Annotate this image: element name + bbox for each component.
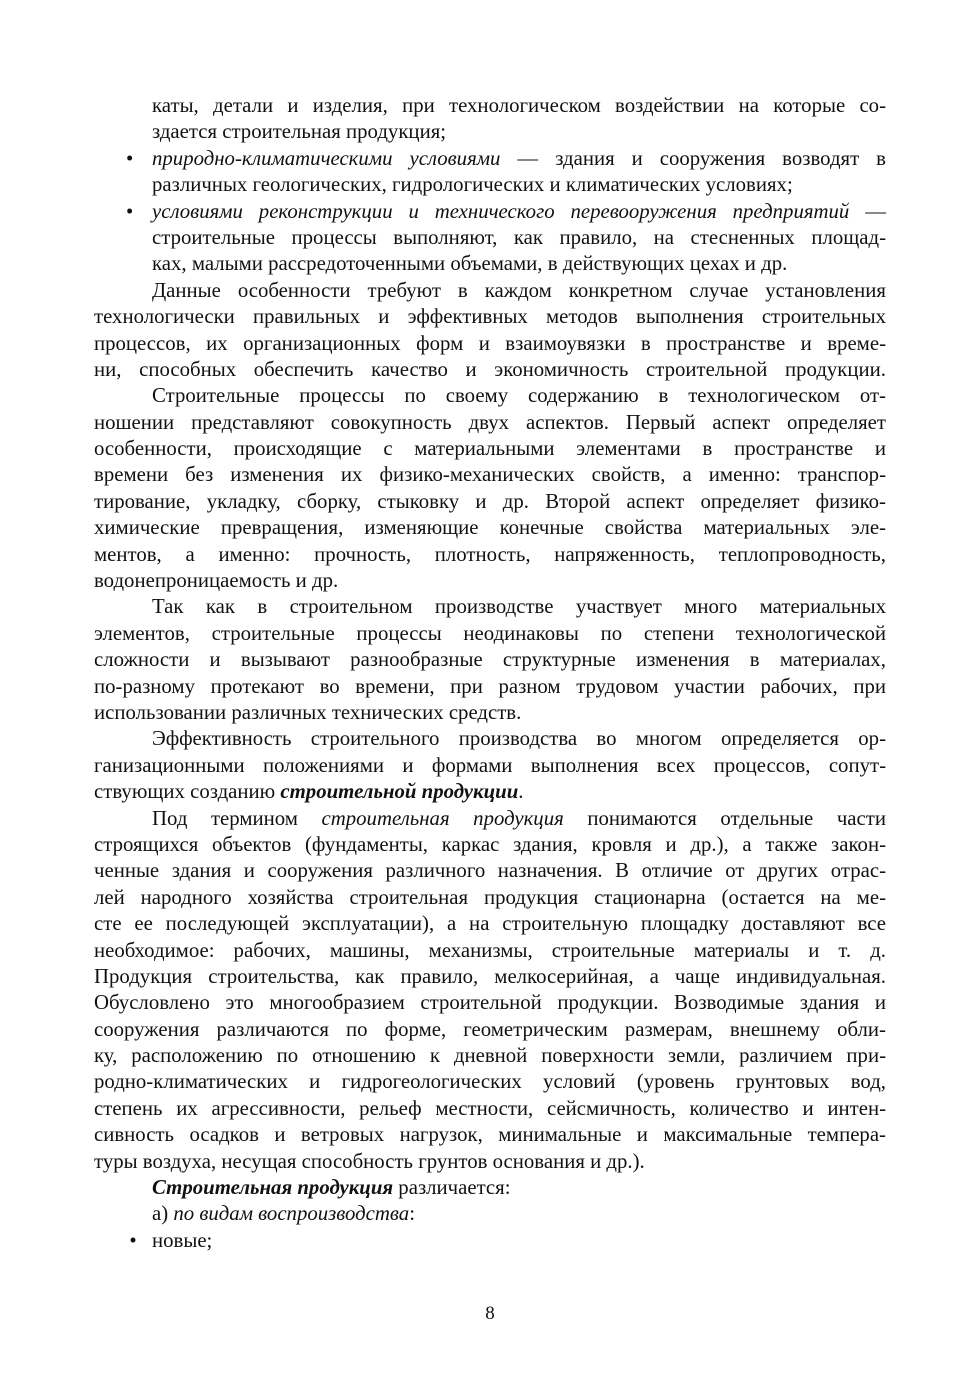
paragraph-text: ствующих созданию xyxy=(94,780,281,804)
paragraph-line: туры воздуха, несущая способность грунтов основания и др.). xyxy=(94,1149,645,1173)
paragraph-line: Так как в строительном производстве участвует много материальных xyxy=(152,595,886,619)
paragraph-line: сивность осадков и ветровых нагрузок, минимальные и максимальные темпера- xyxy=(94,1123,886,1147)
paragraph-line: ченные здания и сооружения различного назначения. В отличие от других отрас- xyxy=(94,859,886,883)
paragraph-line: родно-климатических и гидрогеологических условий (уровень грунтовых вод, xyxy=(94,1070,886,1094)
paragraph-line: процессов, их организационных форм и взаимоувязки в пространстве и време- xyxy=(94,331,886,355)
paragraph-line: ку, расположению по отношению к дневной поверхности земли, различием при- xyxy=(94,1044,886,1068)
list-item-term: условиями реконструкции и технического перевооружения предприятий xyxy=(152,199,850,223)
paragraph-line: использовании различных технических средств. xyxy=(94,700,522,724)
page-body xyxy=(94,93,886,1254)
list-item-reconstruction xyxy=(94,199,886,225)
list-item-text: новые; xyxy=(152,1228,213,1252)
paragraph-line: строящихся объектов (фундаменты, каркас здания, кровля и др.), а также закон- xyxy=(94,832,886,856)
paragraph-line: времени без изменения их физико-механических свойств, а именно: транспор- xyxy=(94,463,886,487)
list-item-text: различных геологических, гидрологических и климатических условиях; xyxy=(152,173,793,197)
paragraph-line: Эффективность строительного производства во многом определяется ор- xyxy=(152,727,886,751)
paragraph-line: Обусловлено это многообразием строительной продукции. Возводимые здания и xyxy=(94,991,886,1015)
list-item-text: строительные процессы выполняют, как правило, на стесненных площад- xyxy=(152,225,886,249)
paragraph-line: Данные особенности требуют в каждом конкретном случае установления xyxy=(152,278,886,302)
paragraph-line: лей народного хозяйства строительная продукция стационарна (остается на ме- xyxy=(94,885,886,909)
page-number: 8 xyxy=(485,1303,495,1324)
paragraph-line: Строительные процессы по своему содержанию в технологическом от- xyxy=(152,384,886,408)
paragraph-line: необходимое: рабочих, машины, механизмы, строительные материалы и т. д. xyxy=(94,938,886,962)
paragraph-line: тирование, укладку, сборку, стыковку и др. Второй аспект определяет физико- xyxy=(94,489,886,513)
paragraph-line: элементов, строительные процессы неодинаковы по степени технологической xyxy=(94,621,886,645)
paragraph-line: Продукция строительства, как правило, мелкосерийная, а чаще индивидуальная. xyxy=(94,964,886,988)
emphasis-term: строительной продукции xyxy=(280,780,519,804)
paragraph-line: ментов, а именно: прочность, плотность, напряженность, теплопроводность, xyxy=(94,542,886,566)
paragraph-line: сооружения различаются по форме, геометрическим размерам, внешнему обли- xyxy=(94,1017,886,1041)
paragraph-line xyxy=(94,806,886,832)
bullet-icon: • xyxy=(126,199,134,223)
paragraph-text: различается: xyxy=(393,1176,511,1200)
list-item-term: природно-климатическими условиями xyxy=(152,146,501,170)
paragraph-line: ганизационными положениями и формами выполнения всех процессов, сопут- xyxy=(94,753,886,777)
list-item-term: по видам воспроизводства xyxy=(173,1202,410,1226)
paragraph-line: сте ее последующей эксплуатации), а на строительную площадку доставляют все xyxy=(94,912,886,936)
list-item-text: — xyxy=(849,199,886,223)
paragraph-line: по-разному протекают во времени, при разном трудовом участии рабочих, при xyxy=(94,674,886,698)
paragraph-line: ношении представляют совокупность двух аспектов. Первый аспект определяет xyxy=(94,410,886,434)
emphasis-term: строительная продукция xyxy=(321,806,564,830)
paragraph-line xyxy=(94,1175,886,1201)
list-item-text: ках, малыми рассредоточенными объемами, в действующих цехах и др. xyxy=(152,252,788,276)
paragraph-line: технологически правильных и эффективных методов выполнения строительных xyxy=(94,305,886,329)
bullet-icon: • xyxy=(129,1228,137,1252)
list-item-text: — здания и сооружения возводят в xyxy=(500,146,886,170)
intro-tail-line: здается строительная продукция; xyxy=(152,120,447,144)
list-item-text: : xyxy=(409,1202,415,1226)
intro-tail-line: каты, детали и изделия, при технологическом воздействии на которые со- xyxy=(152,94,886,117)
paragraph-line: ни, способных обеспечить качество и экономичность строительной продукции. xyxy=(94,357,886,381)
bullet-icon: • xyxy=(126,146,134,170)
paragraph-line: химические превращения, изменяющие конечные свойства материальных эле- xyxy=(94,516,886,540)
paragraph-text: понимаются отдельные части xyxy=(563,806,886,830)
paragraph-line: сложности и вызывают разнообразные структурные изменения в материалах, xyxy=(94,648,886,672)
list-item-natural-climatic xyxy=(94,146,886,172)
list-item-new xyxy=(94,1228,886,1254)
paragraph-line: водонепроницаемость и др. xyxy=(94,569,339,593)
paragraph-line xyxy=(94,779,886,805)
paragraph-line: особенности, происходящие с материальными элементами в пространстве и xyxy=(94,437,886,461)
list-item-a xyxy=(94,1201,886,1227)
emphasis-term: Строительная продукция xyxy=(152,1176,394,1200)
paragraph-text: . xyxy=(518,780,524,804)
paragraph-line: степень их агрессивности, рельеф местности, сейсмичность, количество и интен- xyxy=(94,1096,886,1120)
paragraph-text: Под термином xyxy=(152,806,322,830)
list-item-prefix: а) xyxy=(152,1202,174,1226)
